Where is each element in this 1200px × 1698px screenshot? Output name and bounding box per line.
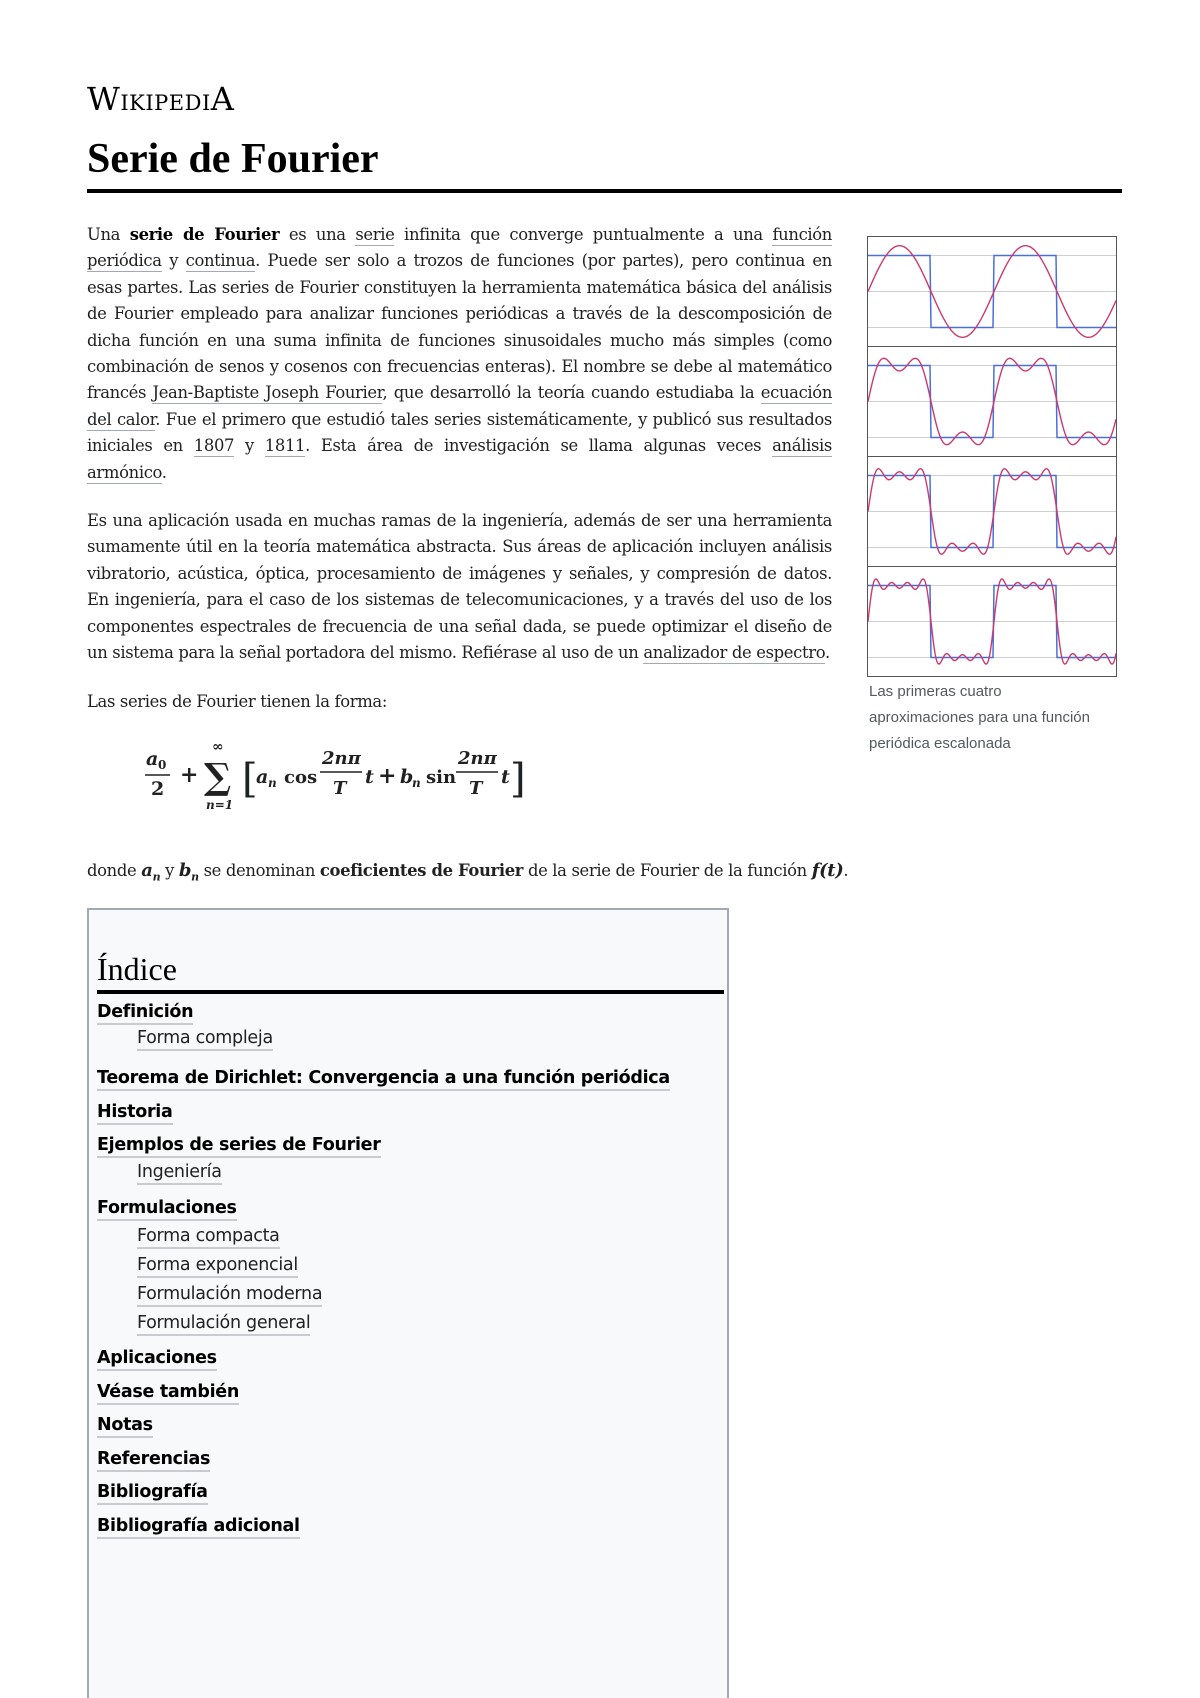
toc-item[interactable] [97, 1382, 239, 1402]
wordmark-middle: ikipedi [120, 83, 211, 118]
toc-item-label: Referencias [97, 1449, 210, 1472]
formula-t2: t [501, 765, 510, 788]
link-1811[interactable]: 1811 [264, 436, 306, 456]
toc-item-label: Historia [97, 1102, 173, 1125]
math-f-of-t: f(t) [811, 860, 844, 881]
text-span: . [824, 643, 830, 663]
text-span: y [161, 251, 186, 271]
formula-t: t [365, 765, 374, 788]
toc-item-label: Formulaciones [97, 1198, 237, 1221]
figure-image[interactable] [867, 236, 1117, 677]
math-letter: b [178, 860, 192, 881]
toc-subitem[interactable] [137, 1162, 222, 1182]
formula-plus2: + [378, 762, 397, 789]
toc-item[interactable] [97, 1348, 217, 1368]
link-serie[interactable]: serie [355, 225, 395, 244]
approximation-panel-1 [868, 237, 1116, 347]
formula-sin: sin [426, 766, 457, 788]
link-funcion-periodica[interactable]: función periódica [87, 225, 833, 271]
formula-n-eq-1: n=1 [206, 797, 234, 812]
math-subscript: n [191, 870, 199, 884]
link-analizador-espectro[interactable]: analizador de espectro [643, 643, 825, 663]
formula-frac-den2: T [469, 777, 483, 799]
math-an [141, 860, 161, 884]
text-span: . Fue el primero que estudió tales series sistemáticamente, y publicó sus resultados iniciales en [87, 409, 832, 456]
formula-infinity: ∞ [212, 738, 224, 755]
formula-an: a [256, 765, 269, 788]
toc-item[interactable] [97, 1002, 193, 1022]
text-span: , que desarrolló la teoría cuando estudiaba la [382, 383, 761, 403]
formula-plus: + [180, 761, 199, 788]
formula-bn-sub: n [412, 775, 421, 790]
toc-item-label: Notas [97, 1415, 153, 1438]
wordmark-first-letter: W [87, 80, 121, 118]
form-intro-paragraph: Las series de Fourier tienen la forma: [87, 691, 387, 711]
toc-item[interactable] [97, 1449, 210, 1469]
toc-item-label: Forma exponencial [137, 1255, 298, 1278]
approximation-panel-2 [868, 347, 1116, 457]
text-span: y [160, 861, 179, 880]
math-subscript: n [152, 870, 161, 884]
math-letter: a [141, 860, 153, 881]
applications-paragraph [87, 508, 832, 666]
text-span: . [843, 861, 849, 880]
toc-item[interactable] [97, 1482, 208, 1502]
text-span: . Esta área de investigación se llama algunas veces [305, 436, 773, 456]
toc-subitem[interactable] [137, 1284, 322, 1304]
toc-item[interactable] [97, 1516, 300, 1536]
link-1807[interactable]: 1807 [193, 436, 235, 456]
toc-item[interactable] [97, 1068, 670, 1088]
coefficients-paragraph [87, 858, 1122, 891]
toc-item-label: Bibliografía [97, 1482, 208, 1505]
formula-rbracket: ] [510, 755, 526, 802]
toc-item-label: Forma compleja [137, 1028, 273, 1051]
text-span: donde [87, 861, 142, 880]
text-span: . Puede ser solo a trozos de funciones (por partes), pero continua en esas partes. Las series de Fourier constituyen la herramienta matemática básica del análisis de Fourier empleado para analizar funciones periódicas a través de la descomposición de dicha función en una suma infinita de funciones sinusoidales mucho más simples (como combinación de senos y cosenos con frecuencias enteras). El nombre se debe al matemático francés [87, 251, 832, 403]
formula-frac-num2: 2nπ [458, 747, 497, 769]
wikipedia-wordmark[interactable] [87, 80, 234, 118]
toc-subitem[interactable] [137, 1028, 273, 1048]
link-continua[interactable]: continua [185, 251, 256, 271]
toc-subitem[interactable] [137, 1226, 280, 1246]
formula-an-sub: n [268, 775, 277, 790]
formula-lbracket: [ [242, 755, 258, 802]
formula-two: 2 [151, 777, 165, 800]
toc-item-label: Formulación general [137, 1313, 310, 1336]
fourier-series-formula [142, 737, 832, 813]
formula-cos: cos [284, 766, 318, 788]
toc-item-label: Ingeniería [137, 1162, 222, 1185]
text-span: es una [279, 225, 356, 244]
toc-title: Índice [97, 950, 724, 994]
text-span: infinita que converge puntualmente a una [394, 225, 773, 244]
link-ecuacion-calor[interactable]: ecuación del calor [87, 383, 833, 429]
toc-item-label: Teorema de Dirichlet: Convergencia a una función periódica [97, 1068, 670, 1091]
bold-term: coeficientes de Fourier [319, 861, 524, 880]
text-span: Es una aplicación usada en muchas ramas de la ingeniería, además de ser una herramienta sumamente útil en la teoría matemática abstracta. Sus áreas de aplicación incluyen análisis vibratorio, acústica, óptica, procesamiento de imágenes y señales, y compresión de datos. En ingeniería, para el caso de los sistemas de telecomunicaciones, y a través del uso de los componentes espectrales de frecuencia de una señal dada, se puede optimizar el diseño de un sistema para la señal portadora del mismo. Refiérase al uso de un [87, 511, 832, 663]
math-bn [178, 860, 199, 884]
formula-a0: a [146, 747, 159, 770]
toc-item-label: Forma compacta [137, 1226, 280, 1249]
figure-caption: Las primeras cuatro aproximaciones para una función periódica escalonada [869, 683, 1090, 752]
toc-subitem[interactable] [137, 1313, 310, 1333]
intro-paragraph [87, 222, 832, 486]
text-span: y [234, 436, 265, 456]
toc-item[interactable] [97, 1198, 237, 1218]
approximation-panel-3 [868, 457, 1116, 567]
toc-item[interactable] [97, 1135, 381, 1155]
text-span: Una [87, 225, 130, 244]
toc-item[interactable] [97, 1102, 173, 1122]
text-span: de la serie de Fourier de la función [523, 861, 812, 880]
table-of-contents [87, 908, 729, 1698]
toc-item-label: Definición [97, 1002, 193, 1025]
formula-frac-den: T [333, 777, 347, 799]
formula-sigma: ∑ [204, 755, 232, 798]
fourier-approximation-figure [867, 236, 1117, 757]
text-span: . [161, 462, 167, 482]
toc-item[interactable] [97, 1415, 153, 1435]
article-body [87, 222, 832, 833]
toc-item-label: Bibliografía adicional [97, 1516, 300, 1539]
formula-bn: b [400, 765, 414, 788]
page-title: Serie de Fourier [87, 135, 1122, 193]
toc-item-label: Formulación moderna [137, 1284, 322, 1307]
toc-subitem[interactable] [137, 1255, 298, 1275]
wordmark-last-letter: A [210, 80, 235, 118]
approximation-panel-4 [868, 567, 1116, 676]
toc-item-label: Ejemplos de series de Fourier [97, 1135, 381, 1158]
toc-item-label: Aplicaciones [97, 1348, 217, 1371]
formula-a0-sub: 0 [158, 757, 167, 772]
link-analisis-armonico[interactable]: análisis armónico [87, 436, 832, 482]
toc-item-label: Véase también [97, 1382, 239, 1405]
text-span: se denominan [198, 861, 320, 880]
bold-term: serie de Fourier [129, 225, 280, 244]
formula-frac-num: 2nπ [322, 747, 361, 769]
link-jean-baptiste-fourier[interactable]: Jean-Baptiste Joseph Fourier [152, 383, 383, 403]
